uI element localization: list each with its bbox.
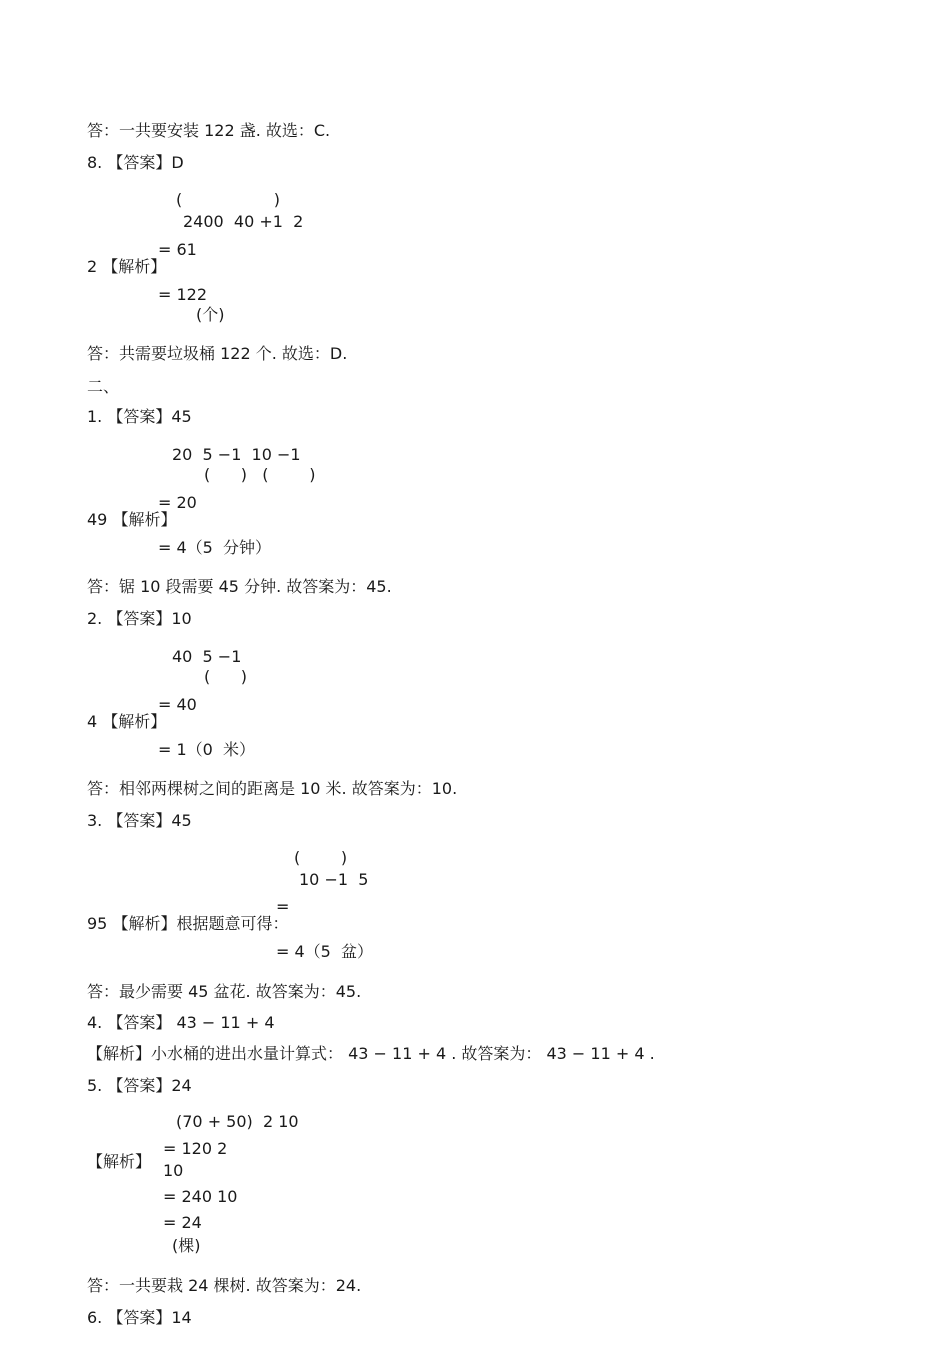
formula-step: 10 (163, 1161, 184, 1180)
analysis-label: 2 【解析】 (87, 257, 167, 276)
formula-expression: 2400 40 +1 2 (183, 212, 304, 231)
question-4-answer: 4. 【答案】 43 − 11 + 4 (87, 1013, 275, 1032)
analysis-label: 4 【解析】 (87, 712, 167, 731)
question-6-answer: 6. 【答案】14 (87, 1308, 192, 1327)
formula-step: = 4（5 分钟） (158, 538, 272, 557)
question-8-answer: 8. 【答案】D (87, 153, 184, 172)
formula-step: = 20 (158, 493, 202, 512)
answer-line: 答：最少需要 45 盆花. 故答案为：45. (87, 982, 362, 1001)
formula-step: = (276, 897, 290, 916)
formula-expression: (70 + 50) 2 10 (176, 1112, 299, 1131)
analysis-label: 【解析】 (87, 1152, 152, 1171)
formula-expression: 20 5 −1 10 −1 (172, 445, 301, 464)
analysis-label: 95 【解析】根据题意可得： (87, 914, 289, 933)
answer-line: 答：相邻两棵树之间的距离是 10 米. 故答案为：10. (87, 779, 458, 798)
formula-parens: ( ) (294, 848, 348, 867)
formula-step: = 122 (158, 285, 208, 304)
formula-parens: ( ) (204, 667, 247, 686)
section-heading: 二、 (87, 377, 120, 396)
formula-parens: ( ) ( ) (204, 465, 316, 484)
analysis-label: 49 【解析】 (87, 510, 177, 529)
answer-line: 答：一共要安装 122 盏. 故选：C. (87, 121, 331, 140)
formula-unit: (棵) (172, 1236, 201, 1255)
formula-expression: 40 5 −1 (172, 647, 242, 666)
formula-step: = 61 (158, 240, 197, 259)
question-2-answer: 2. 【答案】10 (87, 609, 192, 628)
question-1-answer: 1. 【答案】45 (87, 407, 192, 426)
answer-line: 答：一共要栽 24 棵树. 故答案为：24. (87, 1276, 362, 1295)
formula-step: = 40 (158, 695, 202, 714)
formula-step: = 24 (163, 1213, 202, 1232)
answer-line: 答：共需要垃圾桶 122 个. 故选：D. (87, 344, 348, 363)
question-3-answer: 3. 【答案】45 (87, 811, 192, 830)
formula-unit: (个) (196, 305, 225, 324)
analysis-line: 【解析】小水桶的进出水量计算式： 43 − 11 + 4 . 故答案为： 43 − 11 + 4 . (87, 1044, 655, 1063)
answer-line: 答：锯 10 段需要 45 分钟. 故答案为：45. (87, 577, 392, 596)
formula-step: = 240 10 (163, 1187, 238, 1206)
formula-step: = 120 2 (163, 1139, 228, 1158)
formula-step: = 1（0 米） (158, 740, 256, 759)
formula-parens: ( ) (176, 190, 281, 209)
formula-expression: 10 −1 5 (299, 870, 369, 889)
question-5-answer: 5. 【答案】24 (87, 1076, 192, 1095)
formula-step: = 4（5 盆） (276, 942, 374, 961)
